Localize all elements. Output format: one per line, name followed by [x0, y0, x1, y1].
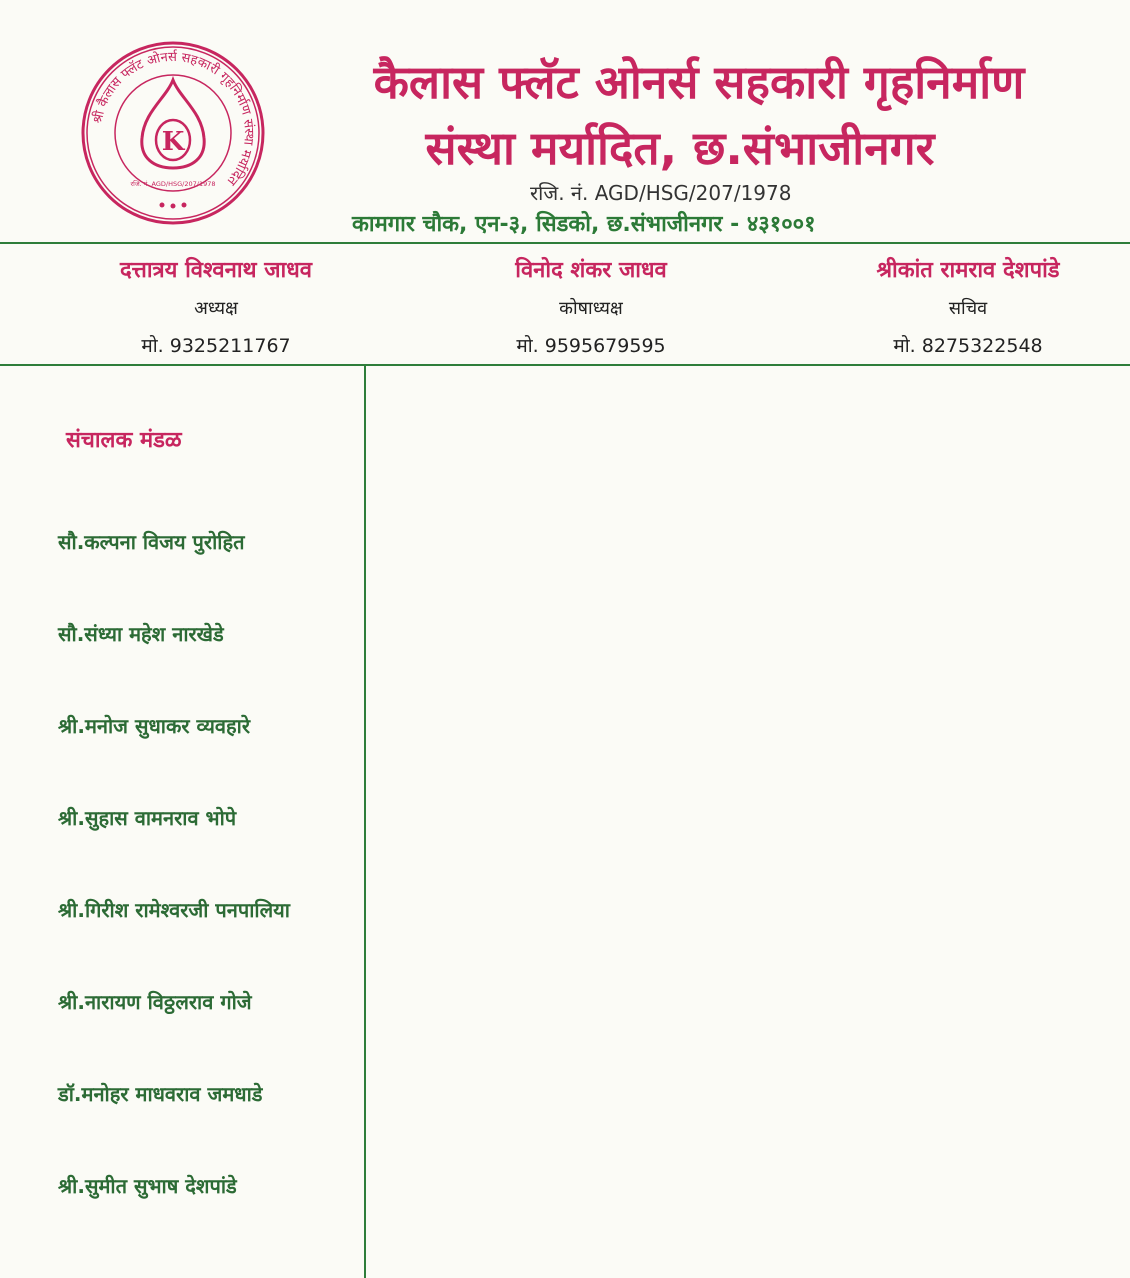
officer-role: कोषाध्यक्ष [559, 298, 623, 319]
officer-role: अध्यक्ष [194, 298, 238, 319]
seal-letter: K [161, 127, 185, 157]
board-member: श्री.सुमीत सुभाष देशपांडे [58, 1174, 237, 1198]
officer-phone: मो. 9325211767 [141, 335, 291, 357]
seal-ring-text: श्री कैलास फ्लॅट ओनर्स सहकारी गृहनिर्माण संस्था मर्यादित [90, 49, 257, 188]
board-member: श्री.नारायण विठ्ठलराव गोजे [58, 990, 252, 1014]
board-member: श्री.सुहास वामनराव भोपे [58, 806, 237, 830]
registration-number: रजि. नं. AGD/HSG/207/1978 [530, 181, 792, 205]
board-member: डॉ.मनोहर माधवराव जमधाडे [58, 1082, 263, 1106]
society-name-line1: कैलास फ्लॅट ओनर्स सहकारी गृहनिर्माण [373, 55, 1025, 109]
board-heading: संचालक मंडळ [66, 428, 182, 453]
officers-divider [0, 364, 1130, 366]
seal-reg-text: रजि. नं. AGD/HSG/207/1978 [130, 180, 216, 188]
board-member: श्री.मनोज सुधाकर व्यवहारे [58, 714, 251, 738]
sidebar-divider [364, 364, 366, 1278]
officer-phone: मो. 9595679595 [516, 335, 666, 357]
letter-body-area [368, 368, 1128, 1276]
society-seal-logo [80, 40, 266, 226]
header-divider [0, 242, 1130, 244]
society-address: कामगार चौक, एन-३, सिडको, छ.संभाजीनगर - ४३१००१ [352, 212, 816, 237]
officer-role: सचिव [948, 298, 988, 319]
officer-name: दत्तात्रय विश्वनाथ जाधव [119, 258, 313, 283]
officer-president [66, 254, 366, 358]
board-member: सौ.संध्या महेश नारखेडे [58, 622, 224, 646]
officer-phone: मो. 8275322548 [893, 335, 1043, 357]
officer-treasurer [441, 254, 741, 358]
officer-name: श्रीकांत रामराव देशपांडे [876, 258, 1060, 283]
society-name-line2: संस्था मर्यादित, छ.संभाजीनगर [425, 121, 935, 175]
board-member: श्री.गिरीश रामेश्वरजी पनपालिया [58, 898, 290, 922]
board-member: सौ.कल्पना विजय पुरोहित [58, 530, 245, 554]
officer-name: विनोद शंकर जाधव [515, 258, 667, 283]
officer-secretary [818, 254, 1118, 358]
board-member-list [58, 528, 362, 1264]
